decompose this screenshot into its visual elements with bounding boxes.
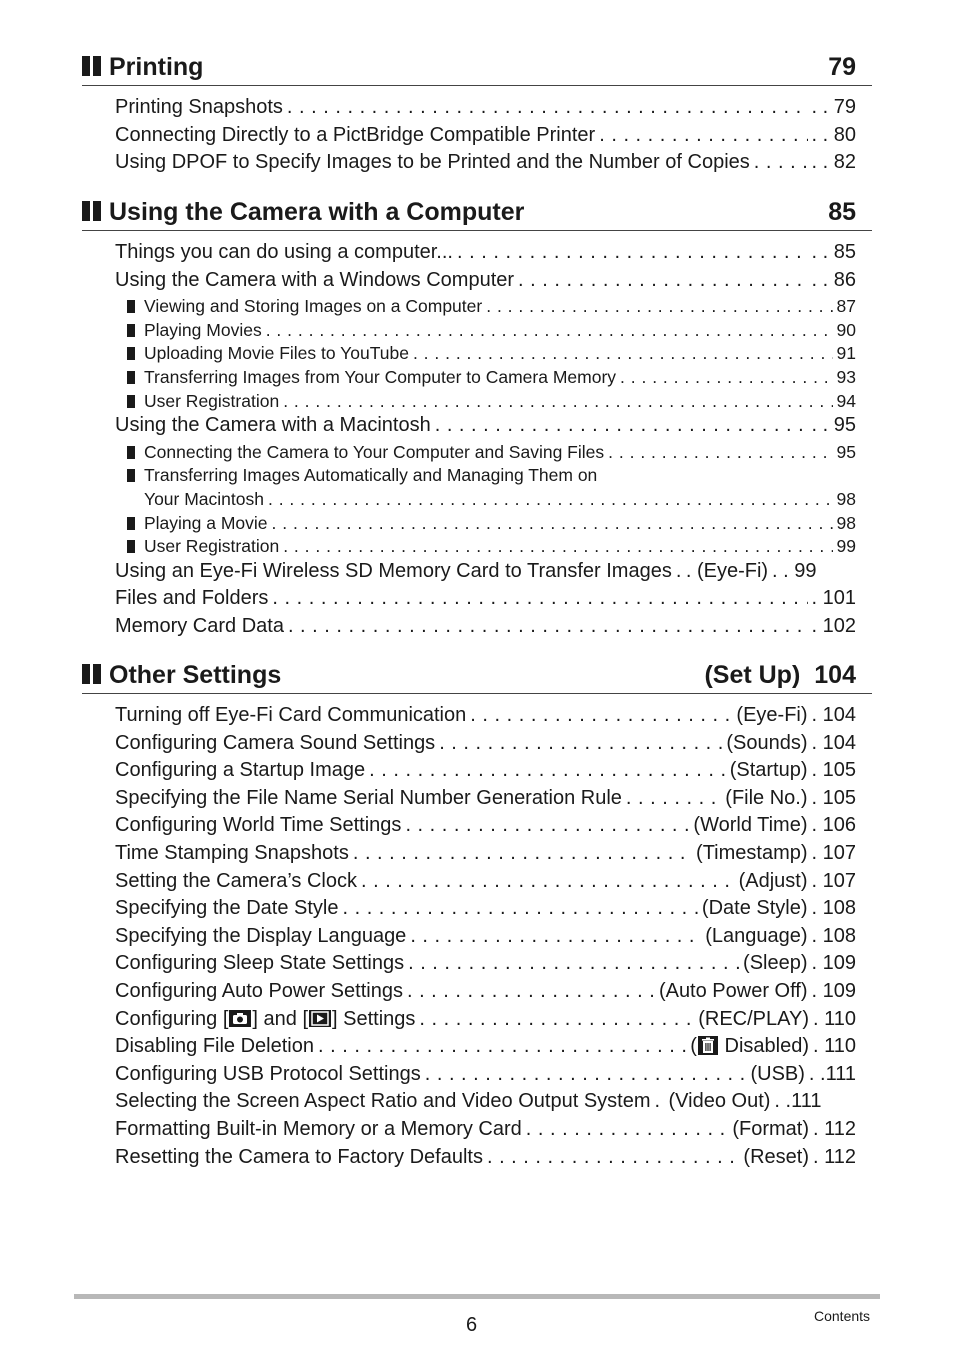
section-title: Printing: [109, 53, 204, 81]
bullet-icon: [127, 324, 135, 337]
camera-icon: [229, 1010, 251, 1027]
bullet-icon: [127, 446, 135, 459]
section-marker-icon: [82, 56, 101, 76]
section-marker-icon: [82, 201, 101, 221]
toc-entry[interactable]: Setting the Camera’s Clock . . . (Adjust) . 107: [115, 870, 856, 898]
section-heading: [82, 191, 872, 231]
toc-entry[interactable]: Configuring World Time Settings . . . (World Time) . 106: [115, 814, 856, 842]
toc-entry[interactable]: Turning off Eye-Fi Card Communication . . . (Eye-Fi) . 104: [115, 704, 856, 732]
toc-subentry[interactable]: Viewing and Storing Images on a Computer . . . 87: [115, 296, 856, 320]
toc-entry[interactable]: Resetting the Camera to Factory Defaults . . . (Reset) . 112: [115, 1146, 856, 1174]
toc-subentry[interactable]: User Registration . . . 94: [115, 391, 856, 415]
trash-icon: [698, 1036, 718, 1055]
toc-entry[interactable]: Using the Camera with a Windows Computer . . . . . 86: [115, 269, 856, 297]
bullet-icon: [127, 300, 135, 313]
play-icon: [309, 1010, 331, 1027]
toc-entry[interactable]: Memory Card Data . . . . 102: [115, 615, 856, 643]
section-title: Using the Camera with a Computer: [109, 198, 525, 226]
toc-subentry[interactable]: Uploading Movie Files to YouTube . . . 91: [115, 343, 856, 367]
toc-subentry[interactable]: Playing Movies . . . 90: [115, 320, 856, 344]
section-page: 85: [828, 198, 856, 226]
toc-subentry[interactable]: User Registration . . . 99: [115, 536, 856, 560]
toc-entry[interactable]: Formatting Built-in Memory or a Memory Card . . . (Format) . 112: [115, 1118, 856, 1146]
section-marker-icon: [82, 664, 101, 684]
section-other-settings: [82, 654, 872, 1173]
section-computer: [82, 191, 872, 643]
toc-entry[interactable]: Specifying the Display Language . . . (Language) . 108: [115, 925, 856, 953]
toc-subentry[interactable]: Playing a Movie . . . 98: [115, 513, 856, 537]
footer-label: Contents: [814, 1308, 871, 1324]
bullet-icon: [127, 517, 135, 530]
toc-entry[interactable]: Configuring Sleep State Settings . . . (Sleep) . 109: [115, 952, 856, 980]
bullet-icon: [127, 347, 135, 360]
toc-entry[interactable]: Using DPOF to Specify Images to be Printed and the Number of Copies . . . . . 82: [115, 151, 856, 179]
toc-entry[interactable]: Files and Folders . . . . 101: [115, 587, 856, 615]
toc-entry[interactable]: Time Stamping Snapshots . . . (Timestamp) . 107: [115, 842, 856, 870]
section-heading: [82, 654, 872, 694]
toc-entry[interactable]: Printing Snapshots . . . . . 79: [115, 96, 856, 124]
section-printing: [82, 46, 872, 179]
toc-entry[interactable]: Specifying the File Name Serial Number Generation Rule . . . (File No.) . 105: [115, 787, 856, 815]
toc-entry[interactable]: Connecting Directly to a PictBridge Compatible Printer . . . . . 80: [115, 124, 856, 152]
toc-entry[interactable]: Configuring USB Protocol Settings . . . (USB) . .111: [115, 1063, 856, 1091]
section-title: Other Settings: [109, 661, 282, 689]
toc-entry[interactable]: Specifying the Date Style . . . (Date Style) . 108: [115, 897, 856, 925]
toc-subentry[interactable]: Transferring Images Automatically and Managing Them on: [115, 465, 856, 489]
footer-rule: [74, 1294, 880, 1299]
toc-entry[interactable]: Configuring Camera Sound Settings . . . (Sounds) . 104: [115, 732, 856, 760]
bullet-icon: [127, 540, 135, 553]
bullet-icon: [127, 469, 135, 482]
toc-entry[interactable]: Using an Eye-Fi Wireless SD Memory Card to Transfer Images . . . . (Eye-Fi) . . 99: [115, 560, 856, 588]
section-tag: (Set Up): [704, 661, 801, 689]
toc-entry[interactable]: Configuring a Startup Image . . . (Startup) . 105: [115, 759, 856, 787]
toc-subentry-continued[interactable]: Your Macintosh . . . 98: [115, 489, 856, 513]
toc-entry[interactable]: Using the Camera with a Macintosh . . . . . 95: [115, 414, 856, 442]
section-heading: [82, 46, 872, 86]
bullet-icon: [127, 371, 135, 384]
section-page: 79: [828, 53, 856, 81]
bullet-icon: [127, 395, 135, 408]
toc-entry[interactable]: Configuring Auto Power Settings . . . (Auto Power Off) . 109: [115, 980, 856, 1008]
toc-entry[interactable]: Selecting the Screen Aspect Ratio and Video Output System . . . (Video Out) . .111: [115, 1090, 856, 1118]
toc-subentry[interactable]: Connecting the Camera to Your Computer and Saving Files . . . 95: [115, 442, 856, 466]
section-page: 104: [814, 661, 856, 689]
toc-entry[interactable]: Things you can do using a computer... . . . . . 85: [115, 241, 856, 269]
toc-subentry[interactable]: Transferring Images from Your Computer to Camera Memory . . . 93: [115, 367, 856, 391]
toc-entry[interactable]: Configuring [ ] and [ ] Settings . . . (REC/PLAY) . 110: [115, 1008, 856, 1036]
toc-entry[interactable]: Disabling File Deletion . . . ( Disabled) . 110: [115, 1035, 856, 1063]
page-number: 6: [466, 1314, 478, 1336]
